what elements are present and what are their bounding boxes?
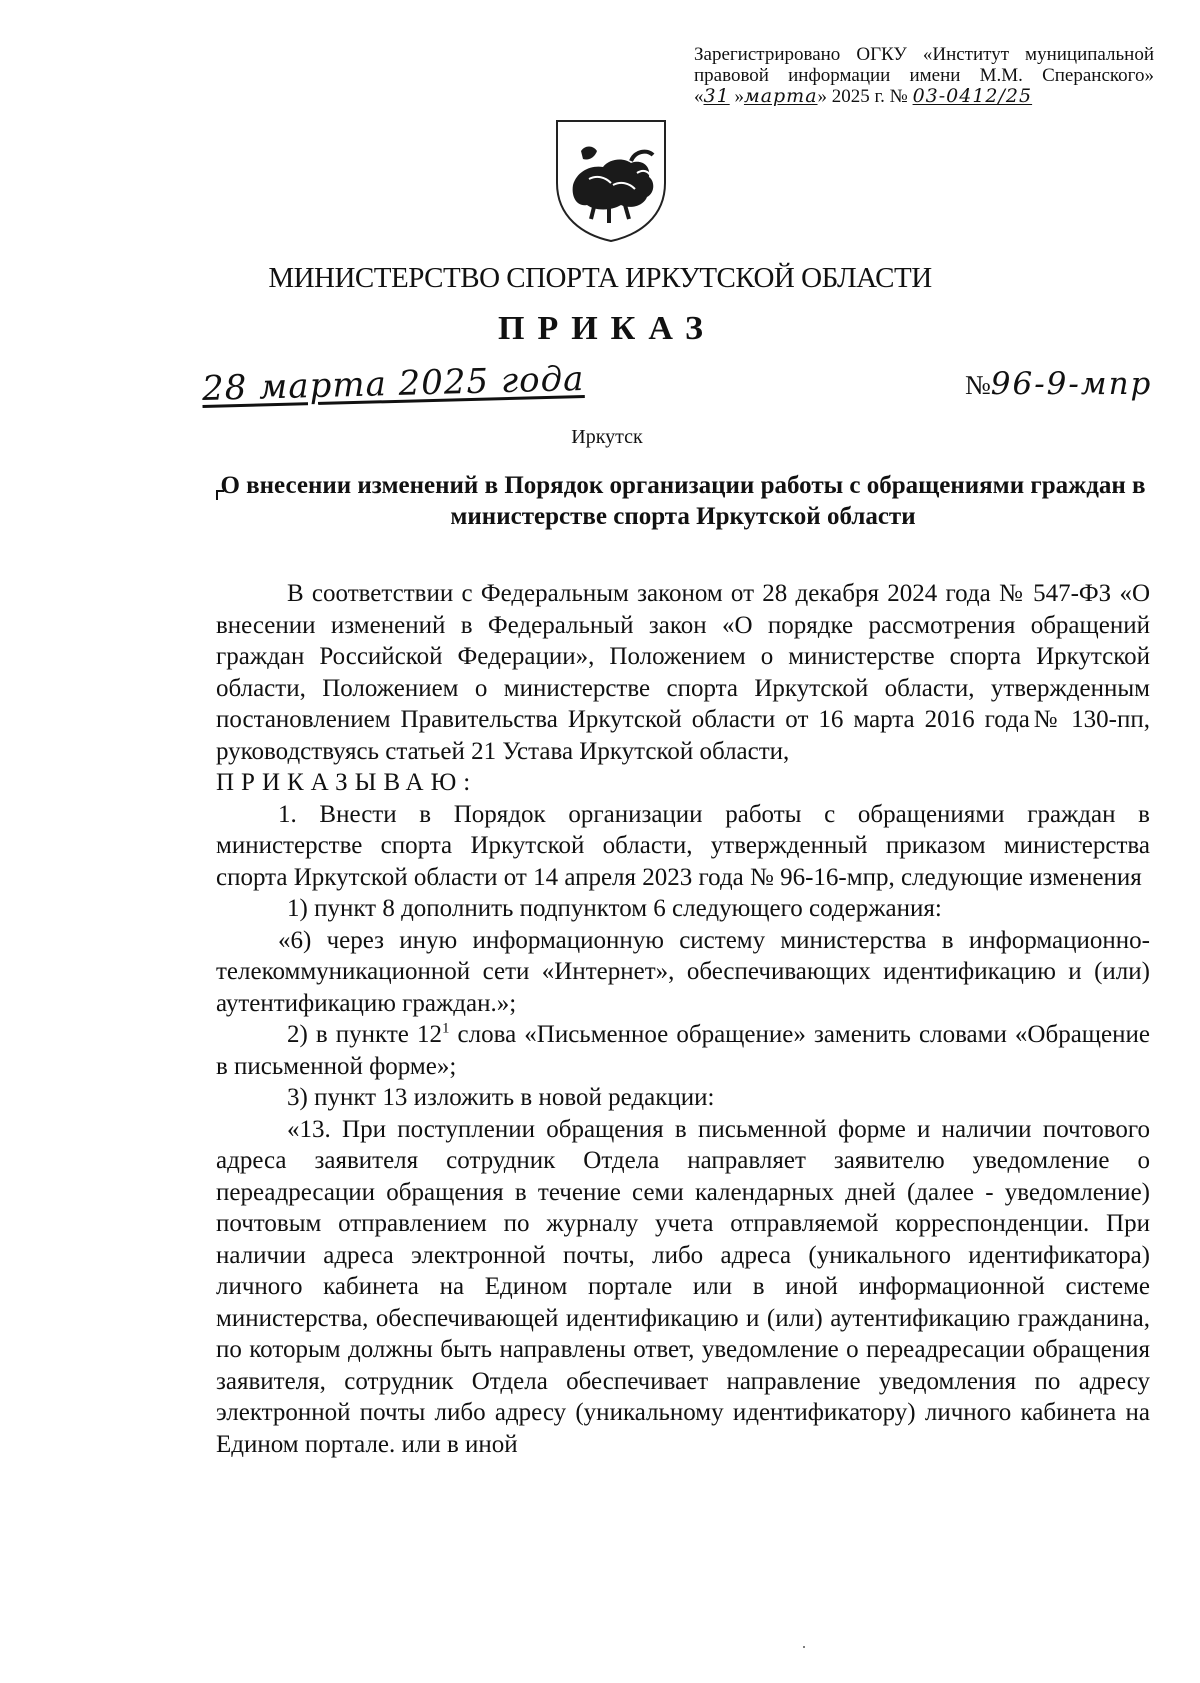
registration-line-3: «31 »марта» 2025 г. № 03-0412/25 [694,85,1033,107]
subitem-2-superscript: 1 [441,1020,450,1037]
subitem-2-text-after: слова «Письменное обращение» заменить словами «Обращение в письменной форме»; [216,1021,1150,1080]
registration-month: марта [743,85,818,107]
handwritten-date: 28 марта 2025 года [201,359,585,409]
irkutsk-coat-of-arms-icon [551,115,671,245]
order-number [965,366,1152,402]
quote-13-paragraph: «13. При поступлении обращения в письменной форме и наличии почтового адреса заявителя сотрудник Отдела направляет заявителю уведомление о переадресации обращения в течение семи календарных дней (далее - уведомление) почтовым отправлением по журналу учета отправляемой корреспонденции. При наличии адреса электронной почты, либо адреса (уникального идентификатора) личного кабинета на Едином портале или в иной информационной системе министерства, обеспечивающей идентификацию и (или) аутентификацию гражданина, по которым должны быть направлены ответ, уведомление о переадресации обращения заявителя, сотрудник Отдела обеспечивает направление уведомления по адресу электронной почты либо адресу (уникальному идентификатору) личного кабинета на Едином портале. или в иной [216,1115,1150,1458]
subitem-3-paragraph: 3) пункт 13 изложить в новой редакции: [287,1084,715,1111]
order-number-handwritten: 96-9-мпр [990,366,1153,402]
subitem-2-paragraph [216,1019,1150,1082]
order-number-prefix: № [965,370,991,400]
quote-6-paragraph: «6) через иную информационную систему министерства в информационно-телекоммуникационной сети «Интернет», обеспечивающих идентификацию и (или) аутентификацию граждан.»; [216,926,1150,1017]
registration-number: 03-0412/25 [912,85,1033,107]
registration-stamp [694,44,1154,107]
item-1-paragraph: 1. Внести в Порядок организации работы с обращениями граждан в министерстве спорта Иркутской области, утвержденный приказом министерства спорта Иркутской области от 14 апреля 2023 года № 96-16-мпр, следующие изменения [216,800,1150,891]
order-word: ПРИКАЗЫВАЮ: [216,769,478,796]
registration-quote-open: « [694,86,704,107]
order-title: ПРИКАЗ [498,310,716,347]
registration-line-2: правовой информации имени М.М. Сперанского» [694,65,1154,86]
subitem-2-text-before: 2) в пункте 12 [287,1021,442,1048]
scan-speck [803,1646,805,1648]
registration-day: 31 [703,85,730,107]
order-subject: О внесении изменений в Порядок организации работы с обращениями граждан в министерстве спорта Иркутской области [220,472,1146,530]
subitem-1-paragraph: 1) пункт 8 дополнить подпунктом 6 следующего содержания: [287,895,942,922]
registration-line-1: Зарегистрировано ОГКУ «Институт муниципальной [694,44,1154,65]
city: Иркутск [571,426,643,448]
registration-year: » 2025 г. № [817,86,908,107]
ministry-name: МИНИСТЕРСТВО СПОРТА ИРКУТСКОЙ ОБЛАСТИ [268,262,932,294]
order-body [216,578,1150,1460]
preamble-paragraph: В соответствии с Федеральным законом от 28 декабря 2024 года № 547-ФЗ «О внесении изменений в Федеральный закон «О порядке рассмотрения обращений граждан Российской Федерации», Положением о министерстве спорта Иркутской области, Положением о министерстве спорта Иркутской области, утвержденным постановлением Правительства Иркутской области от 16 марта 2016 года№ 130-пп, руководствуясь статьей 21 Устава Иркутской области, [216,580,1150,765]
